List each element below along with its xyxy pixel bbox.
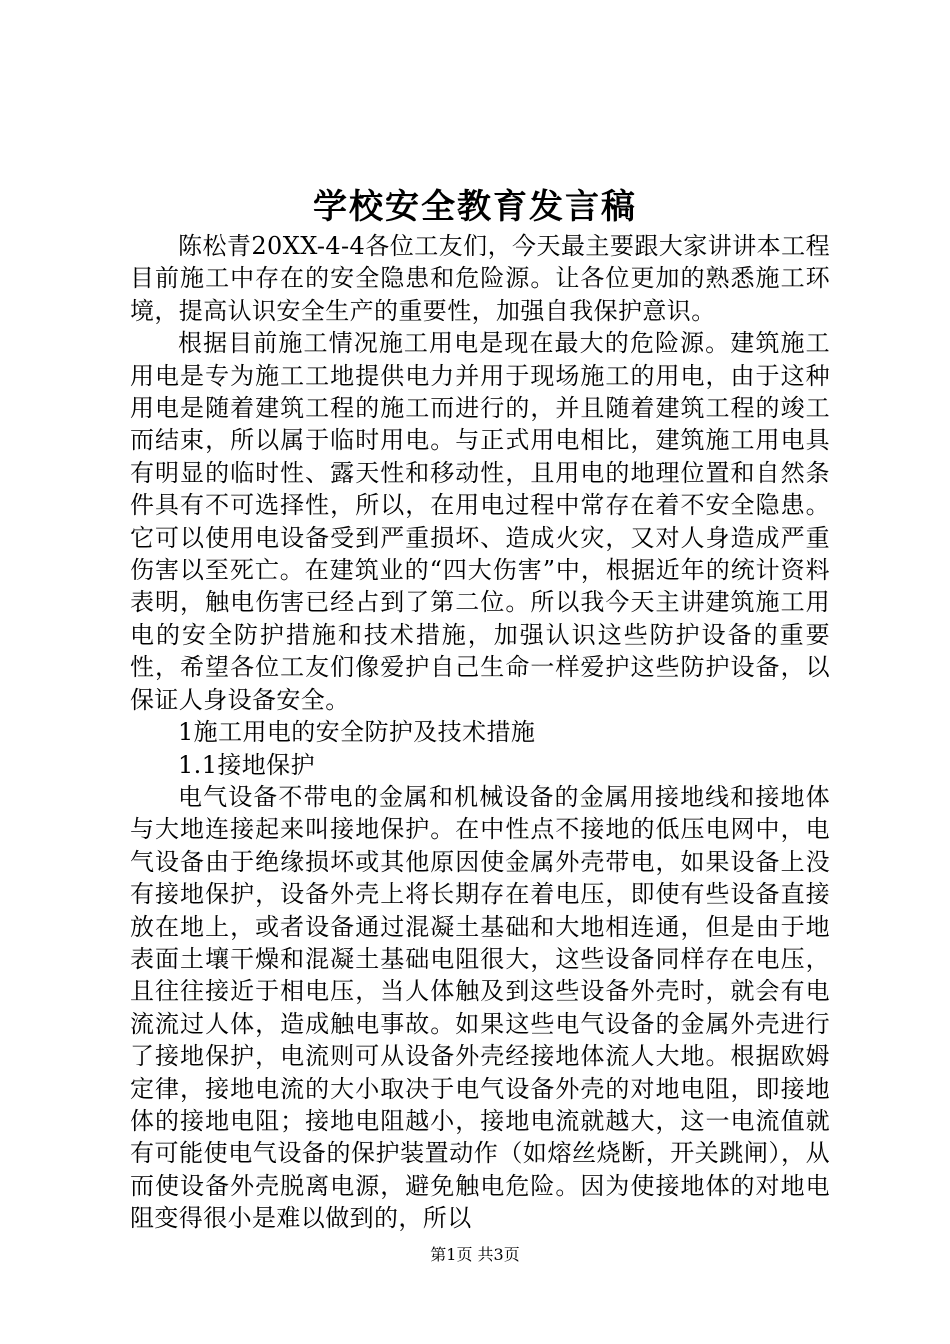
subsection-heading: 1.1接地保护 <box>178 750 315 779</box>
document-title: 学校安全教育发言稿 <box>313 187 637 227</box>
section-heading: 1施工用电的安全防护及技术措施 <box>178 718 536 747</box>
paragraph-main: 根据目前施工情况施工用电是现在最大的危险源。建筑施工用电是专为施工工地提供电力并用于现场施工的用电，由于这种用电是随着建筑工程的施工而进行的，并且随着建筑工程的竣工而结束，所以属于临时用电。与正式用电相比，建筑施工用电具有明显的临时性、露天性和移动性，且用电的地理位置和自然条件具有不可选择性，所以，在用电过程中常存在着不安全隐患。它可以使用电设备受到严重损坏、造成火灾，又对人身造成严重伤害以至死亡。在建筑业的“四大伤害”中，根据近年的统计资料表明，触电伤害已经占到了第二位。所以我今天主讲建筑施工用电的安全防护措施和技术措施，加强认识这些防护设备的重要性，希望各位工友们像爱护自己生命一样爱护这些防护设备，以保证人身设备安全。 <box>130 329 830 714</box>
paragraph-grounding: 电气设备不带电的金属和机械设备的金属用接地线和接地体与大地连接起来叫接地保护。在中性点不接地的低压电网中，电气设备由于绝缘损坏或其他原因使金属外壳带电，如果设备上没有接地保护，设备外壳上将长期存在着电压，即使有些设备直接放在地上，或者设备通过混凝土基础和大地相连通，但是由于地表面土壤干燥和混凝土基础电阻很大，这些设备同样存在电压，且往往接近于相电压，当人体触及到这些设备外壳时，就会有电流流过人体，造成触电事故。如果这些电气设备的金属外壳进行了接地保护，电流则可从设备外壳经接地体流人大地。根据欧姆定律，接地电流的大小取决于电气设备外壳的对地电阻，即接地体的接地电阻；接地电阻越小，接地电流就越大，这一电流值就有可能使电气设备的保护装置动作（如熔丝烧断，开关跳闸），从而使设备外壳脱离电源，避免触电危险。因为使接地体的对地电阻变得很小是难以做到的，所以 <box>130 782 830 1233</box>
page-footer: 第1页 共3页 <box>430 1245 520 1264</box>
document-body <box>130 230 830 1235</box>
paragraph-intro: 陈松青20XX-4-4各位工友们，今天最主要跟大家讲讲本工程目前施工中存在的安全隐患和危险源。让各位更加的熟悉施工环境，提高认识安全生产的重要性，加强自我保护意识。 <box>130 232 830 325</box>
